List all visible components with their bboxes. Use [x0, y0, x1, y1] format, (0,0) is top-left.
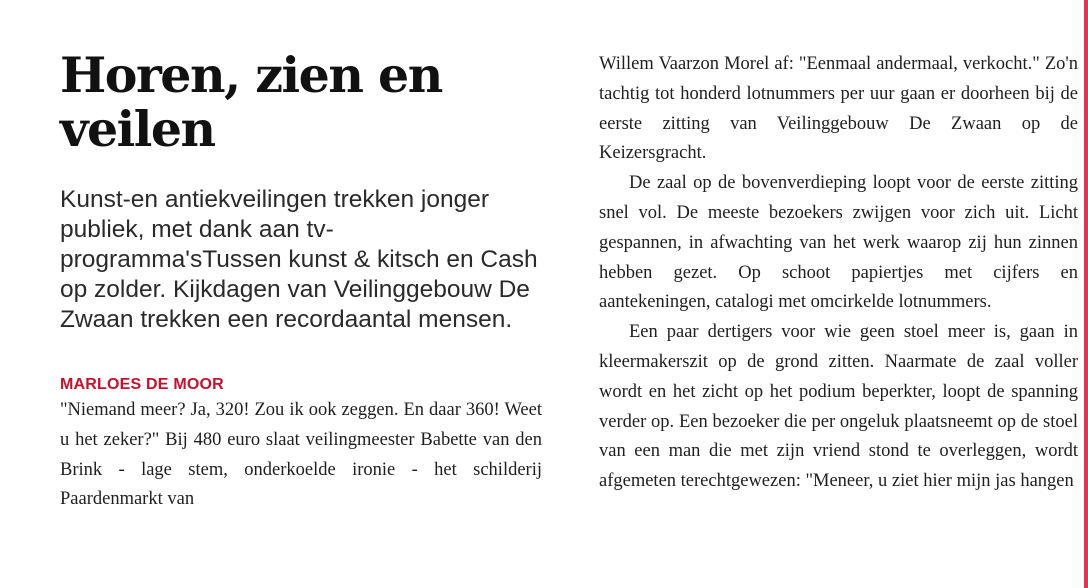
article-right-column: [599, 50, 1078, 497]
article-author: MARLOES DE MOOR: [60, 376, 224, 393]
article-left-column: [60, 48, 542, 515]
article-body-paragraph: De zaal op de bovenverdieping loopt voor de eerste zitting snel vol. De meeste bezoekers zwijgen voor zich uit. Licht gespannen, in afwachting van het werk waarop zij hun zinnen hebben gezet. Op schoot papiertjes met cijfers en aantekeningen, catalogi met omcirkelde lotnummers.: [599, 173, 1078, 313]
page-edge-accent: [1084, 0, 1088, 588]
article-body-paragraph: Willem Vaarzon Morel af: "Eenmaal andermaal, verkocht." Zo'n tachtig tot honderd lotnummers per uur gaan er doorheen bij de eerste zitting van Veilinggebouw De Zwaan op de Keizersgracht.: [599, 54, 1078, 164]
article-intro: Kunst-en antiekveilingen trekken jonger publiek, met dank aan tv-programma'sTussen kunst & kitsch en Cash op zolder. Kijkdagen van Veilinggebouw De Zwaan trekken een recordaantal mensen.: [60, 186, 538, 333]
article-body-paragraph: Een paar dertigers voor wie geen stoel meer is, gaan in kleermakerszit op de grond zitten. Naarmate de zaal voller wordt en het zicht op het podium beperkter, loopt de spanning verder op. Een bezoeker die per ongeluk plaatsneemt op de stoel van een man die met zijn vriend stond te overleggen, wordt afgemeten terechtgewezen: "Meneer, u ziet hier mijn jas hangen: [599, 322, 1078, 492]
article-headline: Horen, zien en veilen: [60, 46, 442, 158]
article-body-paragraph: "Niemand meer? Ja, 320! Zou ik ook zeggen. En daar 360! Weet u het zeker?" Bij 480 euro slaat veilingmeester Babette van den Brink - lage stem, onderkoelde ironie - het schilderij Paardenmarkt van: [60, 400, 542, 510]
